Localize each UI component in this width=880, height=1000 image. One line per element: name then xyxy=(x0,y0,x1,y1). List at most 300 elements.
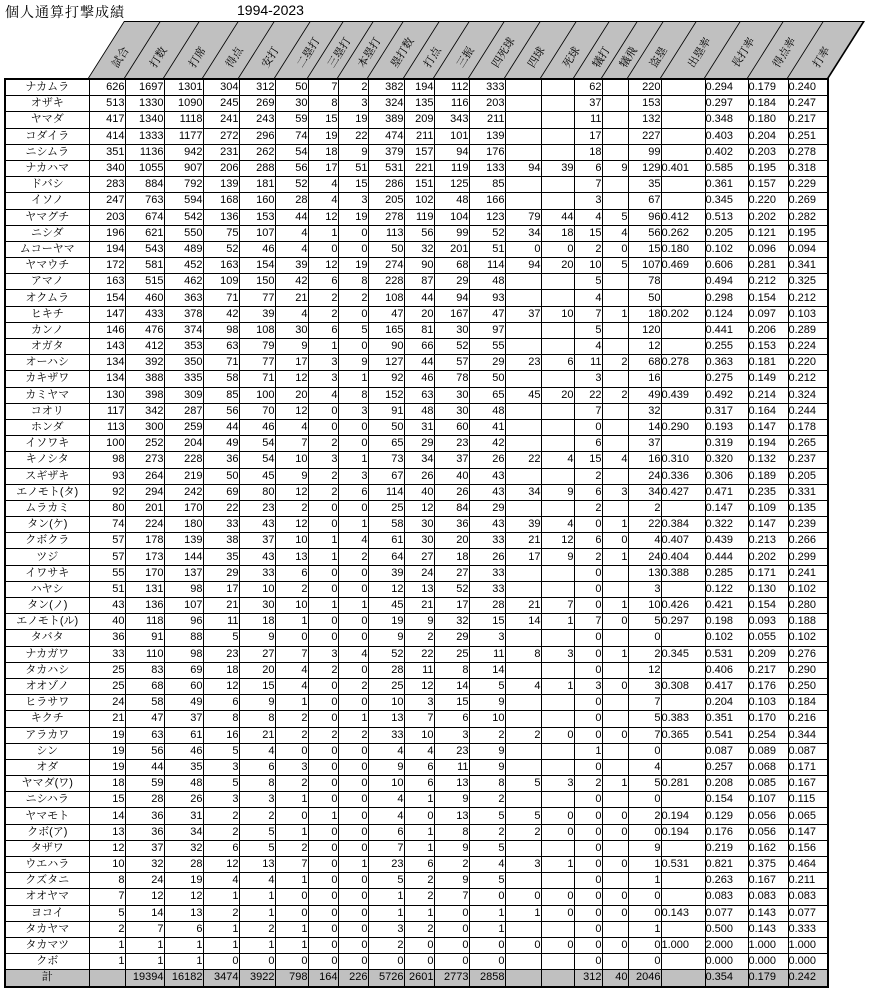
table-row xyxy=(5,646,828,662)
stat-cell: 23 xyxy=(434,743,469,759)
stat-cell: 0.143 xyxy=(661,905,705,921)
stat-cell: 9 xyxy=(275,468,308,484)
stat-cell: 0.102 xyxy=(788,581,828,597)
stat-cell: 0.257 xyxy=(705,759,748,775)
stat-cell: 0 xyxy=(574,857,602,873)
stat-cell xyxy=(505,193,541,209)
stat-cell: 0.266 xyxy=(788,533,828,549)
stat-cell: 0 xyxy=(338,743,368,759)
stat-cell xyxy=(661,403,705,419)
stat-cell: 12 xyxy=(628,339,661,355)
stat-cell: 2 xyxy=(602,387,628,403)
stat-cell: 139 xyxy=(469,128,505,144)
stat-cell: 2 xyxy=(275,500,308,516)
stat-cell: 13 xyxy=(275,549,308,565)
stat-cell: 100 xyxy=(89,436,125,452)
stat-cell: 0.298 xyxy=(705,290,748,306)
stat-cell: 112 xyxy=(434,79,469,96)
stat-cell: 581 xyxy=(125,258,164,274)
stat-cell: 0 xyxy=(602,824,628,840)
stat-cell: 40 xyxy=(89,614,125,630)
stat-cell: 20 xyxy=(541,258,574,274)
stat-cell: 150 xyxy=(239,274,275,290)
stat-cell: 0.319 xyxy=(705,436,748,452)
stat-cell xyxy=(541,274,574,290)
stat-cell: 12 xyxy=(203,857,239,873)
stat-cell: 0 xyxy=(308,614,338,630)
stat-cell: 57 xyxy=(89,549,125,565)
stat-cell: 0.056 xyxy=(748,824,788,840)
stat-cell: 34 xyxy=(404,452,434,468)
stat-cell: 120 xyxy=(628,322,661,338)
stat-cell: 12 xyxy=(404,500,434,516)
stat-cell: 196 xyxy=(89,225,125,241)
stat-cell: 12 xyxy=(308,258,338,274)
stat-cell: 0 xyxy=(338,792,368,808)
stat-cell: 1 xyxy=(275,873,308,889)
stat-cell: 0.308 xyxy=(661,678,705,694)
stat-cell: 2 xyxy=(338,290,368,306)
stat-cell: 0 xyxy=(574,792,602,808)
stat-cell: 0.406 xyxy=(705,662,748,678)
stat-cell: 452 xyxy=(164,258,203,274)
stat-cell: 0.198 xyxy=(705,614,748,630)
player-name: タバタ xyxy=(5,630,89,646)
stat-cell xyxy=(505,128,541,144)
player-name: ホンダ xyxy=(5,419,89,435)
stat-cell: 209 xyxy=(404,112,434,128)
stat-cell: 37 xyxy=(505,306,541,322)
stat-cell: 0 xyxy=(574,419,602,435)
stat-cell: 6 xyxy=(338,484,368,500)
stat-cell: 324 xyxy=(368,96,404,112)
stat-cell: 160 xyxy=(239,193,275,209)
player-name: カキザワ xyxy=(5,371,89,387)
stat-cell: 98 xyxy=(203,322,239,338)
stat-cell: 20 xyxy=(434,533,469,549)
player-name: ナカガワ xyxy=(5,646,89,662)
stat-cell: 0.087 xyxy=(705,743,748,759)
stat-cell: 144 xyxy=(164,549,203,565)
stat-cell xyxy=(541,112,574,128)
table-row xyxy=(5,436,828,452)
stat-cell: 6 xyxy=(574,484,602,500)
stat-cell: 0.235 xyxy=(748,484,788,500)
stat-cell: 0.278 xyxy=(788,144,828,160)
table-row xyxy=(5,857,828,873)
stat-cell: 3 xyxy=(338,468,368,484)
stat-cell: 2 xyxy=(574,549,602,565)
stat-cell: 252 xyxy=(125,436,164,452)
stat-cell: 0 xyxy=(541,889,574,905)
stat-cell: 1 xyxy=(404,905,434,921)
stat-cell: 18 xyxy=(628,306,661,322)
stat-cell: 107 xyxy=(239,225,275,241)
stat-cell: 69 xyxy=(203,484,239,500)
stat-cell: 24 xyxy=(89,695,125,711)
stat-cell: 0.263 xyxy=(705,873,748,889)
stat-cell: 32 xyxy=(164,840,203,856)
column-header: 安打 xyxy=(259,44,282,70)
stat-cell: 4 xyxy=(338,533,368,549)
stat-cell: 0.180 xyxy=(661,241,705,257)
stat-cell: 146 xyxy=(89,322,125,338)
stat-cell: 0.281 xyxy=(661,776,705,792)
stat-cell: 7 xyxy=(574,177,602,193)
stat-cell: 1 xyxy=(164,954,203,970)
stat-cell: 0 xyxy=(308,517,338,533)
stat-cell: 4 xyxy=(308,177,338,193)
stat-cell: 15 xyxy=(574,452,602,468)
stat-cell: 8 xyxy=(239,711,275,727)
stat-cell: 60 xyxy=(164,678,203,694)
stat-cell: 0.492 xyxy=(705,387,748,403)
stat-cell: 1 xyxy=(602,776,628,792)
stat-cell: 0.096 xyxy=(748,241,788,257)
stat-cell: 0 xyxy=(628,937,661,953)
stat-cell xyxy=(602,274,628,290)
stat-cell: 0 xyxy=(338,889,368,905)
stat-cell xyxy=(661,873,705,889)
stat-cell: 137 xyxy=(164,565,203,581)
stat-cell: 0.083 xyxy=(748,889,788,905)
stat-cell: 52 xyxy=(434,339,469,355)
stat-cell: 20 xyxy=(275,387,308,403)
stat-cell: 5 xyxy=(368,873,404,889)
stat-cell: 19 xyxy=(368,614,404,630)
stat-cell: 1 xyxy=(541,614,574,630)
stat-cell: 12 xyxy=(275,484,308,500)
stat-cell: 0 xyxy=(308,889,338,905)
stat-cell: 5 xyxy=(203,776,239,792)
stat-cell: 0 xyxy=(368,954,404,970)
stat-cell: 25 xyxy=(368,500,404,516)
stat-cell: 47 xyxy=(368,306,404,322)
stat-cell: 0.102 xyxy=(788,630,828,646)
stat-cell: 45 xyxy=(368,598,404,614)
stat-cell: 38 xyxy=(203,533,239,549)
stat-cell: 0 xyxy=(574,517,602,533)
stat-cell: 12 xyxy=(275,403,308,419)
stat-cell: 0.154 xyxy=(705,792,748,808)
stat-cell: 3 xyxy=(308,646,338,662)
stat-cell: 0.000 xyxy=(705,954,748,970)
stat-cell: 0 xyxy=(338,419,368,435)
stat-cell xyxy=(661,581,705,597)
stat-cell: 7 xyxy=(89,889,125,905)
stat-cell: 1 xyxy=(239,937,275,953)
stat-cell: 44 xyxy=(125,759,164,775)
stat-cell: 0.265 xyxy=(788,436,828,452)
stat-cell: 0.322 xyxy=(705,517,748,533)
stat-cell: 2 xyxy=(469,824,505,840)
stat-cell: 46 xyxy=(239,419,275,435)
stat-cell: 0 xyxy=(338,954,368,970)
stat-cell: 4 xyxy=(574,290,602,306)
stat-cell: 0.154 xyxy=(748,290,788,306)
stat-cell: 79 xyxy=(239,339,275,355)
stat-cell: 0 xyxy=(602,808,628,824)
stat-cell: 0 xyxy=(574,840,602,856)
stat-cell: 2 xyxy=(628,646,661,662)
stat-cell: 0 xyxy=(275,954,308,970)
stat-cell: 0.157 xyxy=(748,177,788,193)
stat-cell: 0 xyxy=(505,889,541,905)
stat-cell: 54 xyxy=(239,436,275,452)
player-name: タン(ケ) xyxy=(5,517,89,533)
stat-cell: 3 xyxy=(541,646,574,662)
player-name: ヤマウチ xyxy=(5,258,89,274)
stats-table-body xyxy=(5,79,828,987)
stat-cell: 0 xyxy=(574,921,602,937)
table-row xyxy=(5,873,828,889)
stat-cell: 1 xyxy=(574,743,602,759)
table-row xyxy=(5,808,828,824)
stat-cell: 247 xyxy=(89,193,125,209)
stat-cell: 81 xyxy=(404,322,434,338)
stat-cell: 0 xyxy=(404,937,434,953)
player-name: ナカムラ xyxy=(5,79,89,96)
stat-cell xyxy=(541,436,574,452)
stat-cell: 59 xyxy=(275,112,308,128)
stat-cell: 6 xyxy=(203,840,239,856)
stat-cell: 153 xyxy=(239,209,275,225)
stat-cell: 107 xyxy=(628,258,661,274)
stat-cell xyxy=(505,177,541,193)
stat-cell: 0 xyxy=(308,241,338,257)
stat-cell: 0.354 xyxy=(705,970,748,987)
stat-cell: 113 xyxy=(368,225,404,241)
stat-cell: 12 xyxy=(308,209,338,225)
stat-cell: 0.290 xyxy=(788,662,828,678)
stat-cell: 378 xyxy=(164,306,203,322)
stat-cell: 48 xyxy=(164,776,203,792)
stat-cell: 9 xyxy=(368,630,404,646)
stat-cell: 220 xyxy=(628,79,661,96)
stat-cell: 33 xyxy=(239,565,275,581)
stat-cell: 3 xyxy=(338,96,368,112)
stat-cell: 50 xyxy=(368,241,404,257)
column-header: 打率 xyxy=(810,44,833,70)
stat-cell: 28 xyxy=(275,193,308,209)
stat-cell: 90 xyxy=(368,339,404,355)
stat-cell: 2 xyxy=(404,630,434,646)
stat-cell: 2 xyxy=(338,678,368,694)
stat-cell xyxy=(602,873,628,889)
stat-cell: 1 xyxy=(469,905,505,921)
stat-cell: 28 xyxy=(469,598,505,614)
stat-cell: 180 xyxy=(164,517,203,533)
stat-cell: 2 xyxy=(308,727,338,743)
stat-cell: 0.202 xyxy=(748,209,788,225)
stat-cell: 0.294 xyxy=(705,79,748,96)
stat-cell: 133 xyxy=(469,160,505,176)
stat-cell: 36 xyxy=(203,452,239,468)
stat-cell: 5 xyxy=(239,840,275,856)
stat-cell: 343 xyxy=(434,112,469,128)
stat-cell: 1 xyxy=(239,905,275,921)
stat-cell: 6 xyxy=(308,322,338,338)
stat-cell: 9 xyxy=(469,743,505,759)
stat-cell: 3 xyxy=(602,484,628,500)
stat-cell xyxy=(505,112,541,128)
stat-cell: 1 xyxy=(275,792,308,808)
stat-cell: 0.204 xyxy=(748,128,788,144)
stat-cell: 286 xyxy=(368,177,404,193)
stat-cell: 37 xyxy=(574,96,602,112)
stat-cell: 10 xyxy=(275,533,308,549)
stat-cell: 69 xyxy=(164,662,203,678)
stat-cell: 48 xyxy=(469,403,505,419)
stat-cell: 170 xyxy=(164,500,203,516)
stat-cell: 2046 xyxy=(628,970,661,987)
player-name: コオリ xyxy=(5,403,89,419)
stat-cell: 23 xyxy=(239,500,275,516)
stat-cell: 41 xyxy=(469,419,505,435)
stat-cell xyxy=(602,96,628,112)
stat-cell: 4 xyxy=(469,857,505,873)
stat-cell: 98 xyxy=(89,452,125,468)
stat-cell: 0 xyxy=(308,630,338,646)
stat-cell: 68 xyxy=(628,355,661,371)
stat-cell xyxy=(541,581,574,597)
stat-cell: 0 xyxy=(338,662,368,678)
stat-cell xyxy=(661,630,705,646)
stat-cell xyxy=(661,177,705,193)
stat-cell: 28 xyxy=(125,792,164,808)
stat-cell: 67 xyxy=(368,468,404,484)
stat-cell: 2 xyxy=(574,241,602,257)
stat-cell: 2 xyxy=(239,921,275,937)
stat-cell: 21 xyxy=(239,727,275,743)
stat-cell: 287 xyxy=(164,403,203,419)
header-band xyxy=(88,21,863,78)
stat-cell: 59 xyxy=(125,776,164,792)
stat-cell: 379 xyxy=(368,144,404,160)
stat-cell: 269 xyxy=(239,96,275,112)
stat-cell: 9 xyxy=(239,630,275,646)
stat-cell: 84 xyxy=(434,500,469,516)
stat-cell: 1 xyxy=(125,954,164,970)
stat-cell: 18 xyxy=(541,225,574,241)
stat-cell: 1 xyxy=(338,711,368,727)
stat-cell: 2 xyxy=(628,500,661,516)
table-row xyxy=(5,905,828,921)
stat-cell: 15 xyxy=(239,678,275,694)
stat-cell: 350 xyxy=(164,355,203,371)
stat-cell: 80 xyxy=(89,500,125,516)
stat-cell: 763 xyxy=(125,193,164,209)
table-row xyxy=(5,743,828,759)
stat-cell: 0.426 xyxy=(661,598,705,614)
stat-cell: 0.333 xyxy=(788,921,828,937)
stat-cell: 26 xyxy=(469,452,505,468)
stat-cell: 19 xyxy=(338,209,368,225)
stat-cell xyxy=(505,565,541,581)
stat-cell: 3 xyxy=(239,792,275,808)
stat-cell: 1 xyxy=(628,873,661,889)
table-row xyxy=(5,290,828,306)
stat-cell: 39 xyxy=(275,258,308,274)
column-header: 四死球 xyxy=(489,35,518,70)
stat-cell xyxy=(505,96,541,112)
table-row xyxy=(5,678,828,694)
stat-cell: 1 xyxy=(404,792,434,808)
stat-cell xyxy=(602,322,628,338)
stat-cell: 0.531 xyxy=(705,646,748,662)
stat-cell: 0.317 xyxy=(705,403,748,419)
stat-cell: 0.331 xyxy=(788,484,828,500)
stat-cell xyxy=(505,954,541,970)
stat-cell: 0.404 xyxy=(661,549,705,565)
stat-cell: 34 xyxy=(164,824,203,840)
stat-cell: 8 xyxy=(505,646,541,662)
stat-cell: 157 xyxy=(404,144,434,160)
stat-cell: 37 xyxy=(164,711,203,727)
table-row xyxy=(5,484,828,500)
stat-cell: 4 xyxy=(239,873,275,889)
stat-cell: 0 xyxy=(602,727,628,743)
stat-cell: 6 xyxy=(541,355,574,371)
stat-cell: 154 xyxy=(239,258,275,274)
stat-cell: 3 xyxy=(308,371,338,387)
table-row xyxy=(5,954,828,970)
stat-cell xyxy=(541,290,574,306)
player-name: エノモト(ル) xyxy=(5,614,89,630)
stat-cell: 792 xyxy=(164,177,203,193)
stat-cell: 0.318 xyxy=(788,160,828,176)
stat-cell: 50 xyxy=(203,468,239,484)
stat-cell: 0.344 xyxy=(788,727,828,743)
stat-cell: 0.388 xyxy=(661,565,705,581)
stat-cell: 335 xyxy=(164,371,203,387)
stat-cell: 54 xyxy=(239,452,275,468)
stat-cell: 513 xyxy=(89,96,125,112)
stat-cell: 0 xyxy=(574,598,602,614)
column-header: 死球 xyxy=(560,44,583,70)
stat-cell: 1 xyxy=(203,921,239,937)
stat-cell: 474 xyxy=(368,128,404,144)
stat-cell xyxy=(661,193,705,209)
stat-cell: 12 xyxy=(275,371,308,387)
table-row xyxy=(5,549,828,565)
stat-cell: 0.212 xyxy=(748,274,788,290)
stat-cell xyxy=(541,371,574,387)
header-band-top-border xyxy=(124,21,863,22)
stat-cell: 203 xyxy=(469,96,505,112)
total-label: 計 xyxy=(5,970,89,987)
stat-cell: 1 xyxy=(275,921,308,937)
table-row xyxy=(5,403,828,419)
stat-cell: 5 xyxy=(338,322,368,338)
stat-cell: 0.205 xyxy=(788,468,828,484)
stat-cell: 44 xyxy=(203,419,239,435)
table-row xyxy=(5,387,828,403)
player-name: ナカハマ xyxy=(5,160,89,176)
stat-cell: 12 xyxy=(628,662,661,678)
stat-cell: 6 xyxy=(239,759,275,775)
stat-cell: 58 xyxy=(368,517,404,533)
stat-cell: 30 xyxy=(434,387,469,403)
stat-cell: 29 xyxy=(404,436,434,452)
stat-cell: 0.224 xyxy=(788,339,828,355)
stat-cell: 4 xyxy=(368,792,404,808)
stat-cell: 0 xyxy=(469,889,505,905)
stat-cell: 99 xyxy=(434,225,469,241)
stat-cell: 1 xyxy=(404,840,434,856)
stat-cell: 14 xyxy=(628,419,661,435)
stat-cell: 68 xyxy=(434,258,469,274)
